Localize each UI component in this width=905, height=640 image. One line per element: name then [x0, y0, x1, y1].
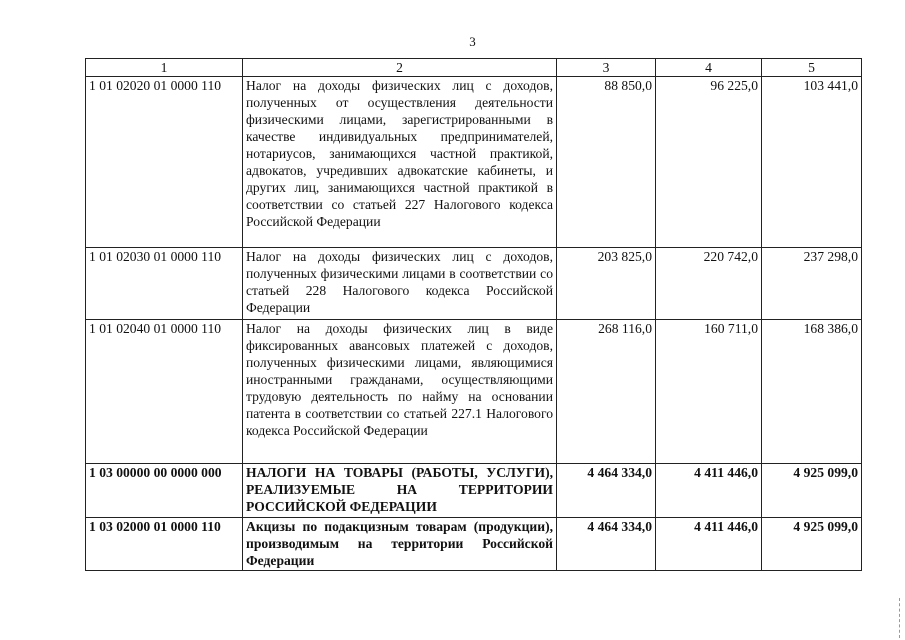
value-col-5: 168 386,0: [762, 320, 862, 464]
column-header-3: 3: [557, 59, 656, 77]
value-col-3: 203 825,0: [557, 248, 656, 320]
value-col-4: 220 742,0: [656, 248, 762, 320]
table-header-row: [86, 59, 862, 77]
budget-code: 1 01 02030 01 0000 110: [86, 248, 243, 320]
column-header-4: 4: [656, 59, 762, 77]
value-col-3: 4 464 334,0: [557, 518, 656, 571]
budget-code: 1 01 02020 01 0000 110: [86, 77, 243, 248]
scan-edge-mark: [899, 598, 901, 638]
revenue-name: НАЛОГИ НА ТОВАРЫ (РАБОТЫ, УСЛУГИ), РЕАЛИЗУЕМЫЕ НА ТЕРРИТОРИИ РОССИЙСКОЙ ФЕДЕРАЦИИ: [243, 464, 557, 518]
budget-revenue-table: [85, 58, 862, 571]
value-col-5: 4 925 099,0: [762, 518, 862, 571]
value-col-5: 4 925 099,0: [762, 464, 862, 518]
table-row: [86, 77, 862, 248]
value-col-4: 4 411 446,0: [656, 518, 762, 571]
revenue-name: Налог на доходы физических лиц в виде фиксированных авансовых платежей с доходов, полученных физическими лицами, являющимися иностранными гражданами, осуществляющими трудовую деятельность по найму на основании патента в соответствии со статьей 227.1 Налогового кодекса Российской Федерации: [243, 320, 557, 464]
revenue-name: Акцизы по подакцизным товарам (продукции), производимым на территории Российской Федерации: [243, 518, 557, 571]
budget-code: 1 03 02000 01 0000 110: [86, 518, 243, 571]
table-row-subsection: [86, 518, 862, 571]
column-header-5: 5: [762, 59, 862, 77]
column-header-1: 1: [86, 59, 243, 77]
budget-code: 1 01 02040 01 0000 110: [86, 320, 243, 464]
table-row-section: [86, 464, 862, 518]
value-col-3: 4 464 334,0: [557, 464, 656, 518]
value-col-3: 88 850,0: [557, 77, 656, 248]
column-header-2: 2: [243, 59, 557, 77]
table-row: [86, 320, 862, 464]
budget-code: 1 03 00000 00 0000 000: [86, 464, 243, 518]
value-col-5: 103 441,0: [762, 77, 862, 248]
value-col-4: 160 711,0: [656, 320, 762, 464]
value-col-5: 237 298,0: [762, 248, 862, 320]
value-col-4: 4 411 446,0: [656, 464, 762, 518]
value-col-4: 96 225,0: [656, 77, 762, 248]
revenue-name: Налог на доходы физических лиц с доходов, полученных от осуществления деятельности физическими лицами, зарегистрированными в качестве индивидуальных предпринимателей, нотариусов, занимающихся частной практикой, адвокатов, учредивших адвокатские кабинеты, и других лиц, занимающихся частной практикой в соответствии со статьей 227 Налогового кодекса Российской Федерации: [243, 77, 557, 248]
value-col-3: 268 116,0: [557, 320, 656, 464]
revenue-name: Налог на доходы физических лиц с доходов, полученных физическими лицами в соответствии со статьей 228 Налогового кодекса Российской Федерации: [243, 248, 557, 320]
table-row: [86, 248, 862, 320]
page-number: 3: [469, 34, 476, 49]
